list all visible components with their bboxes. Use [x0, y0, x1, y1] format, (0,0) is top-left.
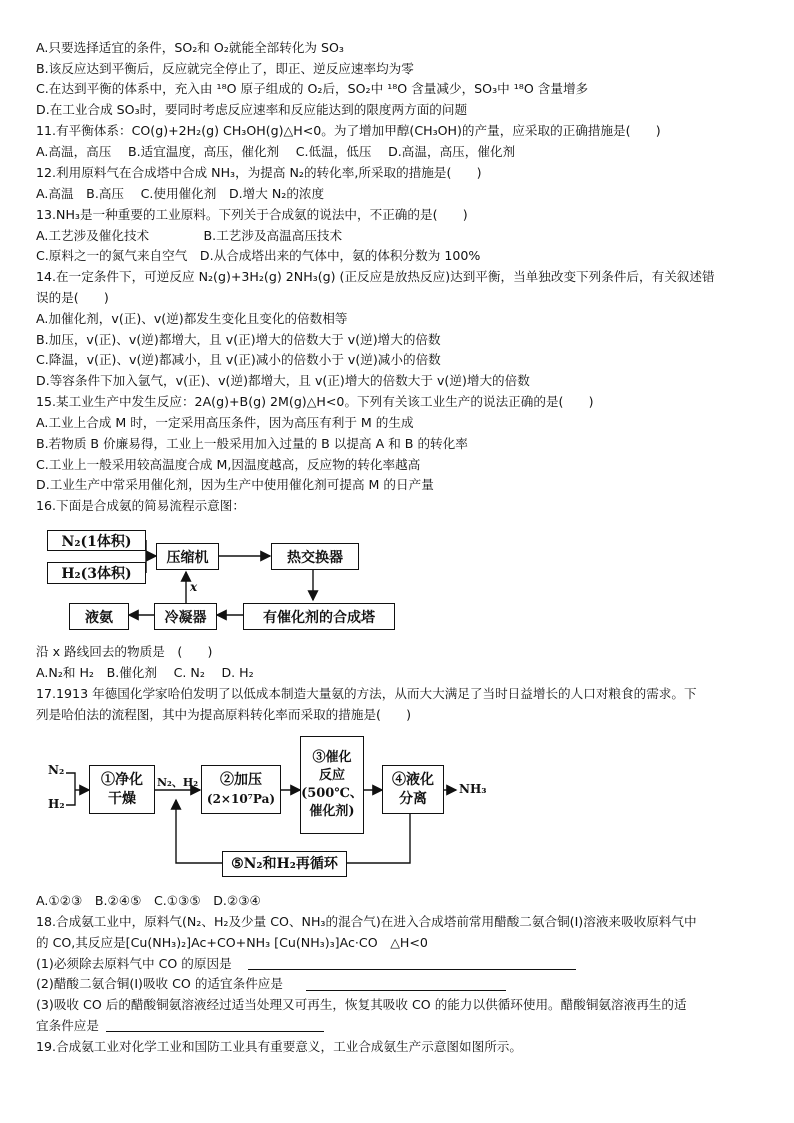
h2-feed-box: H₂(3体积)	[47, 562, 146, 584]
q18-part1: (1)必须除去原料气中 CO 的原因是	[36, 956, 232, 971]
q10-option-c: C.在达到平衡的体系中，充入由 ¹⁸O 原子组成的 O₂后，SO₂中 ¹⁸O 含量减少，SO₃中 ¹⁸O 含量增多	[36, 81, 589, 96]
q14-option-d: D.等容条件下加入氩气，v(正)、v(逆)都增大，且 v(正)增大的倍数大于 v(逆)增大的倍数	[36, 373, 530, 388]
purify-dry-box: ①净化 干燥	[89, 765, 155, 814]
q14-stem-cont: 误的是( )	[36, 290, 109, 305]
pressurize-condition: (2×10⁷Pa)	[206, 791, 276, 806]
q18-part3-answer-line[interactable]	[106, 1031, 324, 1032]
q17-options: A.①②③ B.②④⑤ C.①③⑤ D.②③④	[36, 893, 261, 908]
q18-part3: (3)吸收 CO 后的醋酸铜氨溶液经过适当处理又可再生，恢复其吸收 CO 的能力以供循环使用。醋酸铜氨溶液再生的适	[36, 997, 687, 1012]
compressor-box: 压缩机	[156, 543, 219, 570]
q16-options: A.N₂和 H₂ B.催化剂 C. N₂ D. H₂	[36, 665, 254, 680]
haber-h2-label: H₂	[48, 797, 65, 811]
q19-stem: 19.合成氨工业对化学工业和国防工业具有重要意义，工业合成氨生产示意图如图所示。	[36, 1039, 522, 1054]
heat-exchanger-box: 热交换器	[271, 543, 359, 570]
q14-option-c: C.降温，v(正)、v(逆)都减小，且 v(正)减小的倍数小于 v(逆)减小的倍数	[36, 352, 441, 367]
q13-options-cd: C.原料之一的氮气来自空气 D.从合成塔出来的气体中，氨的体积分数为 100%	[36, 248, 481, 263]
q12-stem: 12.利用原料气在合成塔中合成 NH₃，为提高 N₂的转化率,所采取的措施是( )	[36, 165, 482, 180]
q11-stem: 11.有平衡体系：CO(g)+2H₂(g) CH₃OH(g)△H<0。为了增加甲醇(CH₃OH)的产量，应采取的正确措施是( )	[36, 123, 661, 138]
haber-n2-label: N₂	[48, 763, 65, 777]
liquefy-separate-box: ④液化 分离	[382, 765, 444, 814]
x-path-label: x	[190, 580, 198, 594]
catalytic-reaction-box: ③催化 反应 (500℃、 催化剂)	[300, 736, 364, 834]
liquid-ammonia-box: 液氨	[69, 603, 129, 630]
q15-option-b: B.若物质 B 价廉易得，工业上一般采用加入过量的 B 以提高 A 和 B 的转化率	[36, 436, 468, 451]
q16-question: 沿 x 路线回去的物质是 ( )	[36, 644, 213, 659]
q18-part2: (2)醋酸二氨合铜(I)吸收 CO 的适宜条件应是	[36, 976, 283, 991]
q14-option-a: A.加催化剂，v(正)、v(逆)都发生变化且变化的倍数相等	[36, 311, 348, 326]
recycle-box: ⑤N₂和H₂再循环	[222, 851, 347, 877]
reactor-box: 有催化剂的合成塔	[243, 603, 395, 630]
q17-stem: 17.1913 年德国化学家哈伯发明了以低成本制造大量氨的方法，从而大大满足了当时日益增长的人口对粮食的需求。下	[36, 686, 697, 701]
q18-stem: 18.合成氨工业中，原料气(N₂、H₂及少量 CO、NH₃的混合气)在进入合成塔前常用醋酸二氨合铜(I)溶液来吸收原料气中	[36, 914, 697, 929]
pressurize-box	[201, 765, 281, 814]
q13-options-ab: A.工艺涉及催化技术 B.工艺涉及高温高压技术	[36, 228, 343, 243]
q10-option-a: A.只要选择适宜的条件，SO₂和 O₂就能全部转化为 SO₃	[36, 40, 344, 55]
n2-feed-box: N₂(1体积)	[47, 530, 146, 551]
q13-stem: 13.NH₃是一种重要的工业原料。下列关于合成氨的说法中，不正确的是( )	[36, 207, 468, 222]
condenser-box: 冷凝器	[154, 603, 217, 630]
q14-stem: 14.在一定条件下，可逆反应 N₂(g)+3H₂(g) 2NH₃(g) (正反应是放热反应)达到平衡，当单独改变下列条件后，有关叙述错	[36, 269, 715, 284]
q15-option-d: D.工业生产中常采用催化剂，因为生产中使用催化剂可提高 M 的日产量	[36, 477, 434, 492]
q10-option-d: D.在工业合成 SO₃时，要同时考虑反应速率和反应能达到的限度两方面的问题	[36, 102, 468, 117]
q18-stem-cont: 的 CO,其反应是[Cu(NH₃)₂]Ac+CO+NH₃ [Cu(NH₃)₃]Ac·CO △H<0	[36, 935, 428, 950]
q10-option-b: B.该反应达到平衡后，反应就完全停止了，即正、逆反应速率均为零	[36, 61, 414, 76]
q18-part2-answer-line[interactable]	[306, 990, 506, 991]
nh3-product-label: NH₃	[459, 782, 487, 796]
q15-option-a: A.工业上合成 M 时，一定采用高压条件，因为高压有利于 M 的生成	[36, 415, 414, 430]
q11-options: A.高温，高压 B.适宜温度，高压，催化剂 C.低温，低压 D.高温，高压，催化剂	[36, 144, 516, 159]
q16-stem: 16.下面是合成氨的简易流程示意图：	[36, 498, 245, 513]
q18-part1-answer-line[interactable]	[248, 969, 576, 970]
q18-part3-cont: 宜条件应是	[36, 1018, 99, 1033]
q12-options: A.高温 B.高压 C.使用催化剂 D.增大 N₂的浓度	[36, 186, 325, 201]
q15-stem: 15.某工业生产中发生反应：2A(g)+B(g) 2M(g)△H<0。下列有关该工业生产的说法正确的是( )	[36, 394, 594, 409]
pressurize-title: ②加压	[220, 771, 262, 788]
mix-label: N₂、H₂	[157, 776, 199, 789]
q17-stem-cont: 列是哈伯法的流程图，其中为提高原料转化率而采取的措施是( )	[36, 707, 412, 722]
q15-option-c: C.工业上一般采用较高温度合成 M,因温度越高，反应物的转化率越高	[36, 457, 421, 472]
q14-option-b: B.加压，v(正)、v(逆)都增大，且 v(正)增大的倍数大于 v(逆)增大的倍数	[36, 332, 441, 347]
